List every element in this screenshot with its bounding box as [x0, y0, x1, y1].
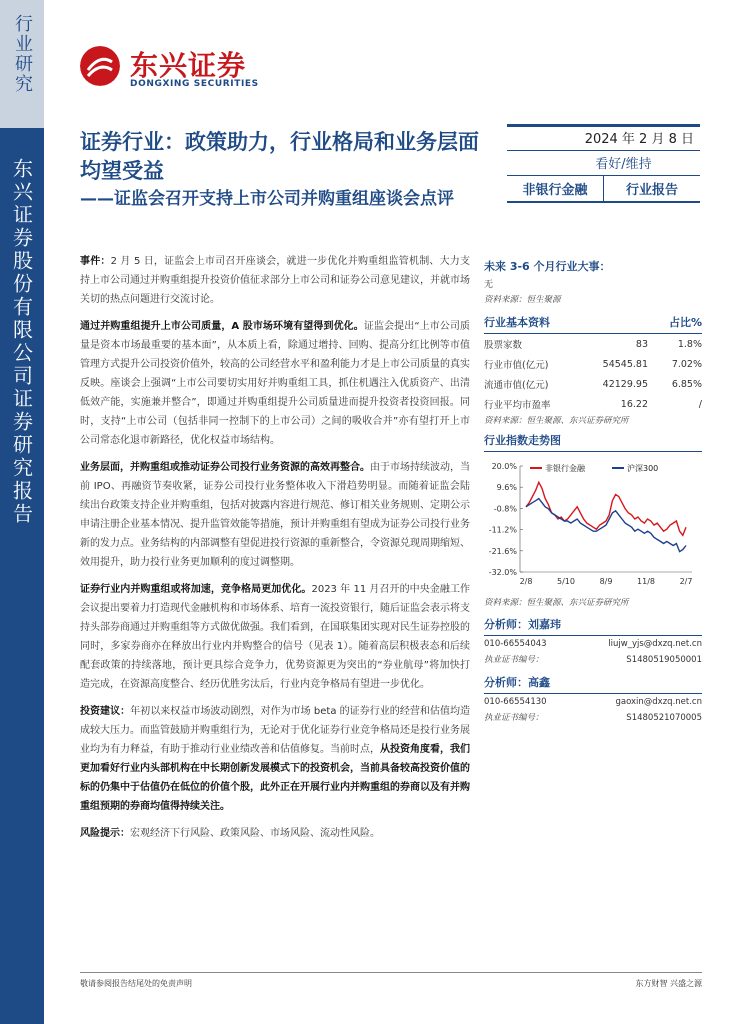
table-cell-label: 股票家数 — [484, 340, 523, 351]
report-kind-tag: 行业报告 — [625, 183, 678, 198]
table-cell-value: 83 — [635, 338, 648, 350]
sidebar-category: 行业研究 — [12, 14, 33, 94]
paragraph-competition — [80, 580, 470, 694]
paragraph-event — [80, 252, 470, 309]
analyst-contact — [484, 694, 702, 710]
sidebar-report-block — [0, 128, 44, 1024]
report-tags — [507, 176, 700, 203]
basic-table-source: 资料来源：恒生聚源、东兴证券研究所 — [484, 416, 629, 426]
footer-slogan: 东方财智 兴盛之源 — [635, 979, 702, 988]
report-body — [80, 252, 470, 851]
table-cell-value: 16.22 — [620, 398, 648, 410]
y-tick-label: -11.2% — [488, 525, 517, 535]
x-tick-label: 8/9 — [599, 577, 613, 586]
analyst-cert-number: S1480519050001 — [626, 655, 702, 665]
logo-emblem-icon — [80, 46, 120, 86]
events-source: 资料来源：恒生聚源 — [484, 295, 561, 305]
paragraph-label: 通过并购重组提升上市公司质量，A 股市场环境有望得到优化。 — [80, 321, 364, 332]
table-cell-label: 行业市值(亿元) — [484, 360, 549, 371]
analyst-email[interactable]: gaoxin@dxzq.net.cn — [615, 697, 702, 707]
footer-disclaimer[interactable]: 敬请参阅报告结尾处的免责声明 — [80, 979, 192, 988]
table-cell-ratio: 7.02% — [671, 358, 702, 370]
legend-label: 非银行金融 — [545, 464, 585, 473]
table-cell-value: 42129.95 — [602, 378, 648, 390]
table-cell-label: 行业平均市盈率 — [484, 400, 551, 411]
sector-tag: 非银行金融 — [507, 176, 604, 201]
basic-table-title: 行业基本资料 — [484, 316, 550, 329]
right-column — [484, 258, 702, 726]
paragraph-label: 事件： — [80, 256, 111, 267]
paragraph-risk — [80, 824, 470, 843]
paragraph-business — [80, 458, 470, 572]
y-tick-label: -32.0% — [488, 568, 517, 577]
paragraph-text: 宏观经济下行风险、政策风险、市场风险、流动性风险。 — [130, 828, 380, 839]
y-tick-label: -0.8% — [493, 504, 517, 514]
analyst-cert-number: S1480521070005 — [626, 713, 702, 723]
table-cell-ratio: 1.8% — [677, 338, 702, 350]
table-row — [484, 394, 702, 414]
table-cell-ratio: 6.85% — [671, 378, 702, 390]
sidebar-report-type: 东兴证券股份有限公司证券研究报告 — [9, 158, 34, 526]
x-tick-label: 11/8 — [637, 577, 655, 586]
paragraph-label: 证券行业内并购重组或将加速，竞争格局更加优化。 — [80, 584, 312, 595]
trend-chart-source: 资料来源：恒生聚源、东兴证券研究所 — [484, 598, 629, 608]
paragraph-text: 由于市场持续波动，当前 IPO、再融资节奏收紧，证券公司投行业务整体收入下滑趋势明显。而随着证监会陆续出台政策支持企业并购重组，包括对披露内容进行规范、修订相关业务规则、定期公示申请注册企业基本情况、提升监管效能等措施，预计并购重组有望成为证券公司投行业务新的发力点。业务结构的内部调整有望促进投行资源的重新整合，令资源兑现周期缩短、效用提升，助力投行业务更加顺利的度过调整期。 — [80, 462, 470, 568]
company-logo — [80, 44, 280, 96]
legend-label: 沪深300 — [627, 464, 659, 473]
table-cell-label: 流通市值(亿元) — [484, 380, 549, 391]
trend-chart — [484, 456, 702, 596]
paragraph-quality — [80, 317, 470, 450]
analyst-cert — [484, 710, 702, 726]
events-value: 无 — [484, 280, 494, 290]
y-tick-label: 9.6% — [496, 483, 517, 493]
y-tick-label: -21.6% — [488, 546, 517, 556]
paragraph-label: 业务层面，并购重组或推动证券公司投行业务资源的高效再整合。 — [80, 462, 370, 473]
analyst-title: 分析师：刘嘉玮 — [484, 612, 702, 636]
logo-name: 东兴证券 — [130, 49, 247, 82]
analyst-phone: 010-66554130 — [484, 697, 547, 707]
events-title: 未来 3-6 个月行业大事： — [484, 260, 611, 273]
analyst-contact — [484, 636, 702, 652]
logo-name-en: DONGXING SECURITIES — [130, 79, 259, 89]
analyst-title: 分析师：高鑫 — [484, 670, 702, 694]
sidebar — [0, 0, 44, 1024]
x-tick-label: 2/8 — [519, 577, 533, 586]
x-tick-label: 5/10 — [557, 577, 575, 586]
paragraph-investment — [80, 702, 470, 816]
trend-chart-svg — [484, 456, 702, 596]
paragraph-text: 证监会提出“上市公司质量是资本市场最重要的基本面”，从本质上看，除通过增持、回购、提高分红比例等市值管理方式提升公司投资价值外，较高的公司经营水平和盈利能力才是上市公司质量的真实反映。座谈会上强调“上市公司要切实用好并购重组工具，抓住机遇注入优质资产、出清低效产能，实施兼并整合”，即通过并购重组提升公司质量进而提升投资者投资回报。同时，支持“上市公司（包括非同一控制下的上市公司）之间的吸收合并”亦有望打开上市公司常态化退市新路径，优化权益市场结构。 — [80, 321, 470, 446]
analyst-cert — [484, 652, 702, 668]
report-rating: 看好/维持 — [507, 151, 700, 176]
paragraph-bold-text: 从投资角度看，我们更加看好行业内头部机构在中长期创新发展模式下的投资机会，当前具备较高投资价值的标的仍集中于估值仍在低位的价值个股，此外正在开展行业内并购重组的券商以及有并购重组预期的券商均值得持续关注。 — [80, 744, 470, 812]
footer-rule — [80, 972, 702, 973]
series-line-sector — [526, 482, 686, 535]
basic-table-header — [484, 311, 702, 334]
analyst-email[interactable]: liujw_yjs@dxzq.net.cn — [608, 639, 702, 649]
table-row — [484, 334, 702, 354]
paragraph-text: 2 月 5 日，证监会上市司召开座谈会，就进一步优化并购重组监管机制、大力支持上市公司通过并购重组提升投资价值征求部分上市公司和证券公司意见建议，并就市场关切的热点问题进行交流讨论。 — [80, 256, 471, 305]
x-tick-label: 2/7 — [679, 577, 693, 586]
report-date: 2024 年 2 月 8 日 — [507, 126, 700, 151]
table-row — [484, 354, 702, 374]
analyst-cert-label: 执业证书编号： — [484, 655, 544, 665]
paragraph-label: 投资建议： — [80, 706, 131, 717]
paragraph-text: 2023 年 11 月召开的中央金融工作会议提出要着力打造现代金融机构和市场体系、培育一流投资银行，随后证监会表示将支持头部券商通过并购重组等方式做优做强。我们看到，在国联集团实现对民生证券控股的同时，多家券商亦在释放出行业内并购整合的信号（见表 1）。随着高层积极表态和后续配套政策的持续落地，预计更具综合竞争力，优势资源更为突出的“券业航母”将加快打造完成，在资源高度整合、经历优胜劣汰后，行业内竞争格局有望进一步优化。 — [80, 584, 471, 690]
table-cell-value: 54545.81 — [602, 358, 648, 370]
analyst-phone: 010-66554043 — [484, 639, 547, 649]
sidebar-category-block — [0, 0, 44, 128]
paragraph-label: 风险提示： — [80, 828, 130, 839]
analyst-cert-label: 执业证书编号： — [484, 713, 544, 723]
table-cell-ratio: / — [698, 398, 702, 410]
y-tick-label: 20.0% — [491, 462, 517, 471]
page-subtitle: ——证监会召开支持上市公司并购重组座谈会点评 — [80, 189, 454, 209]
report-header-box — [507, 126, 700, 203]
table-row — [484, 374, 702, 394]
basic-table-ratio-header: 占比% — [668, 316, 702, 329]
page-title: 证券行业：政策助力，行业格局和业务层面均望受益 — [80, 130, 479, 183]
paragraph-text: 年初以来权益市场波动剧烈，对作为市场 beta 的证券行业的经营和估值均造成较大压力。而监管鼓励并购重组行为，无论对于优化证券行业竞争格局还是投行业务展业均为有力释益，有助于推动行业业绩改善和估值修复。当前时点， — [80, 706, 471, 755]
series-line-csi300 — [526, 499, 686, 552]
trend-chart-title: 行业指数走势图 — [484, 432, 702, 452]
